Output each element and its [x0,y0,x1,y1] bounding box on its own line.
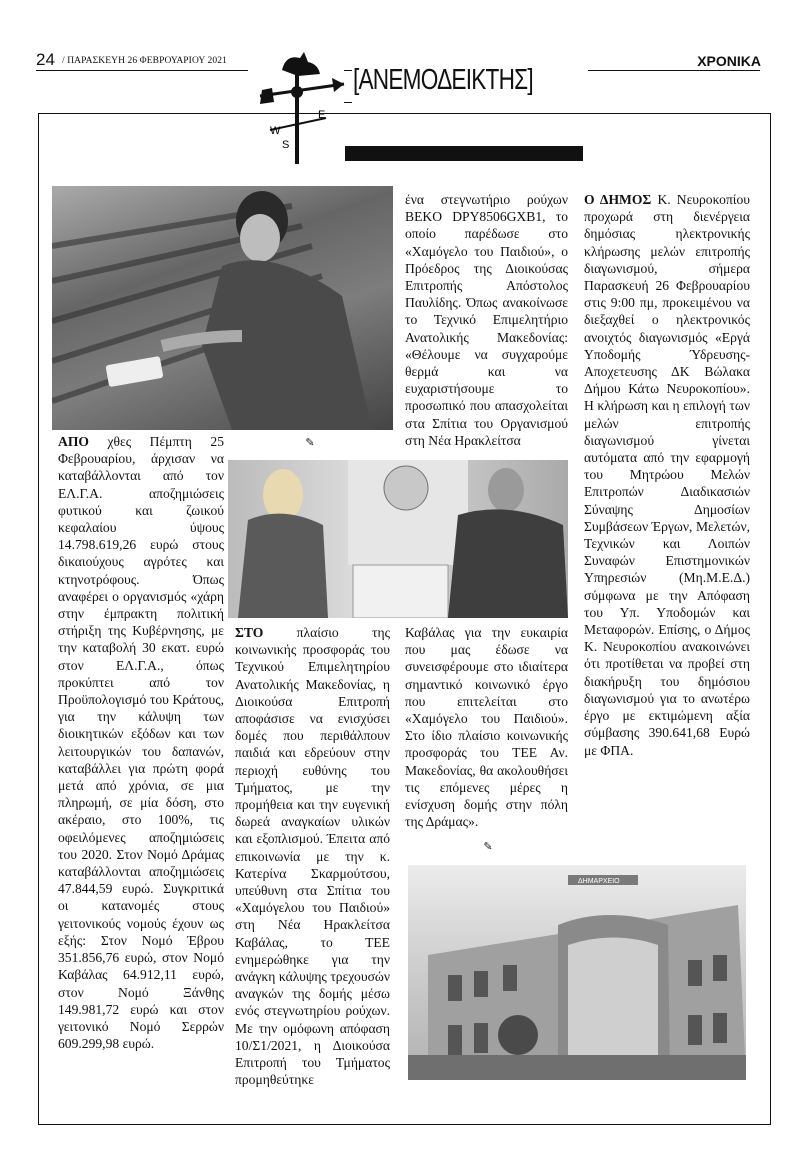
issue-date: / ΠΑΡΑΣΚΕΥΗ 26 ΦΕΒΡΟΥΑΡΙΟΥ 2021 [62,56,227,66]
lead-tee: ΣΤΟ [235,625,264,640]
page-number: 24 [36,50,55,69]
separator-icon: ✎ [305,437,315,449]
farmer-photo [52,186,393,430]
article-elga [58,433,224,1052]
title-tick-2 [344,102,352,103]
town-hall-photo [408,865,746,1080]
article-tee-continued: ένα στεγνωτήριο ρούχων BEKO DPY8506GXB1, το οποίο παρέδωσε στο «Χαμόγελο του Παιδιού», ο Πρόεδρος της Διοικούσας Επιτροπής Απόστολος Παυλίδης. Όπως ανακοίνωσε το Τεχνικό Επιμελητήριο Ανατολικής Μακεδονίας: «Θέλουμε να συγχαρούμε θερμά και να ευχαριστήσουμε το προσωπικό που απασχολείται στα Σπίτια του Οργανισμού στη Νέα Ηρακλείτσα [405,192,568,448]
separator-icon-2: ✎ [483,841,493,853]
building-sign: ΔΗΜΑΡΧΕΙΟ [578,878,620,885]
section-name: ΧΡΟΝΙΚΑ [697,53,761,69]
column-title: [ΑΝΕΜΟΔΕΙΚΤΗΣ] [353,64,533,96]
text-elga: χθες Πέμπτη 25 Φεβρουαρίου, άρχισαν να καταβάλλονται από τον ΕΛ.Γ.Α. αποζημιώσεις φυτικού και ζωικού κεφαλαίου ύψους 14.798.619,26 ευρώ στους δικαιούχους αγρότες και κτηνοτρόφους. Όπως αναφέρει ο οργανισμός «χάρη στην έμπρακτη πολιτική στήριξη της Κυβέρνησης, με την καταβολή 30 εκατ. ευρώ στον ΕΛ.Γ.Α., όπως προκύπτει από τον Προϋπολογισμό του Κράτους, για την κάλυψη των διοικητικών εξόδων και των λειτουργικών του δαπανών, καταβάλλει για πρώτη φορά μετά από χρόνια, σε μια πληρωμή, σε μία δόση, στο ακέραιο, στο 100%, τις οφειλόμενες αποζημιώσεις του 2020. Στον Νομό Δράμας καταβάλλονται αποζημιώσεις 47.844,59 ευρώ. Συγκριτικά οι κατανομές στους γειτονικούς νομούς έχουν ως εξής: Στον Νομό Έβρου 351.856,76 ευρώ, στον Νομό Καβάλας 64.912,11 ευρώ, στον Νομό Ξάνθης 149.981,72 ευρώ και στον γειτονικό Νομό Σερρών 609.299,98 ευρώ. [58,434,224,1052]
vane-w: W [270,125,281,137]
header-rule-right [588,70,760,71]
title-tick [344,70,352,71]
article-tee [235,624,390,1088]
text-dimos: Κ. Νευροκοπίου προχωρά στη διενέργεια δημόσιας ηλεκτρονικής κλήρωσης μελών επιτροπής διαγωνισμού, σήμερα Παρασκευή 26 Φεβρουαρίου στις 9:00 πμ, προκειμένου να διεξαχθεί ο ηλεκτρονικός ανοιχτός διαγωνισμός «Εργά Υποδομής Ύδρευσης- Αποχετευσης ΔΚ Βώλακα Δήμου Κάτω Νευροκοπίου». Η κλήρωση και η επιλογή των μελών επιτροπής διαγωνισμού γίνεται αυτόματα από την εφαρμογή του Μητρώου Μελών Επιτροπών Διαδικασιών Σύναψης Δημοσίων Συμβάσεων Έργων, Μελετών, Τεχνικών και Λοιπών Συναφών Επιστημονικών Υπηρεσιών (Μη.Μ.Ε.Δ.) σύμφωνα με την Απόφαση του Υπ. Υποδομών και Μεταφορών. Επίσης, ο Δήμος Κ. Νευροκοπίου ανακοινώνει ότι προτίθεται να προβεί στη διακήρυξη του δημόσιου διαγωνισμού για το ανωτέρω έργο με εκτιμώμενη αξία σύμβασης 390.641,68 Ευρώ με ΦΠΑ. [584,192,750,758]
article-dimos [584,191,750,759]
donation-photo [228,460,568,618]
header-rule-left [36,70,248,71]
lead-elga: ΑΠΟ [58,434,89,449]
vane-e: E [318,109,326,121]
vane-s: S [282,139,290,151]
lead-dimos: Ο ΔΗΜΟΣ [584,192,652,207]
article-tee-end: Καβάλας για την ευκαιρία που μας έδωσε να συνεισφέρουμε στο ιδιαίτερα σημαντικό κοινωνικό έργο που επιτελείται στο «Χαμόγελο του Παιδιού». Στο ίδιο πλαίσιο κοινωνικής προσφοράς του ΤΕΕ Αν. Μακεδονίας, θα ακολουθήσει τις επόμενες μέρες η ενίσχυση δομής στην πόλη της Δράμας». [405,625,568,830]
text-tee: πλαίσιο της κοινωνικής προσφοράς του Τεχνικού Επιμελητηρίου Ανατολικής Μακεδονίας, η Διοικούσα Επιτροπή αποφάσισε να ενισχύσει δομές που περιθάλπουν παιδιά και εδρεύουν στην περιοχή ευθύνης του Τμήματος, με την προμήθεια και την ευγενική δωρεά αναγκαίων υλικών και εξοπλισμού. Έπειτα από επικοινωνία με την κ. Κατερίνα Σκαρμούτσου, υπεύθυνη στα Σπίτια του «Χαμόγελου του Παιδιού» στη Νέα Ηρακλείτσα Καβάλας, το ΤΕΕ ενημερώθηκε για την ανάγκη κάλυψης τρεχουσών αναγκών της δομής μέσω ενός στεγνωτηρίου ρούχων. Με την ομόφωνη απόφαση 10/Σ1/2021, η Διοικούσα Επιτροπή του Τμήματος προμηθεύτηκε [235,625,390,1088]
